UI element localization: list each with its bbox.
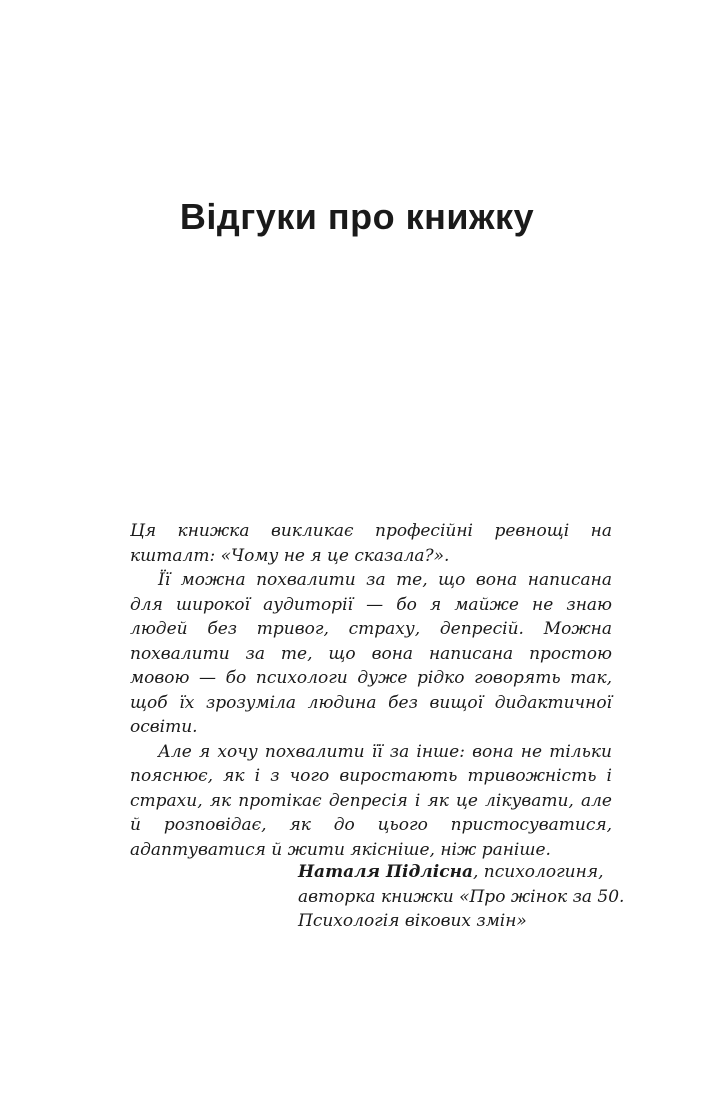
- review-paragraph-3: Але я хочу похвалити її за інше: вона не тільки пояснює, як і з чого виростають тривожність і страхи, як протікає депресія і як це лікувати, але й розповідає, як до цього пристосуватися, адаптуватися й жити якісніше, ніж раніше.: [130, 741, 612, 860]
- attribution-line-1: [298, 860, 628, 885]
- review-text: [130, 519, 612, 862]
- author-name: Наталя Підлісна: [298, 862, 473, 882]
- attribution-line-3: Психологія вікових змін»: [298, 911, 527, 931]
- attribution-line-2: авторка книжки «Про жінок за 50.: [298, 886, 625, 907]
- review-paragraph-1: Ця книжка викликає професійні ревнощі на кшталт: «Чому не я це сказала?».: [130, 521, 612, 566]
- review-paragraph-2: Її можна похвалити за те, що вона написана для широкої аудиторії — бо я майже не знаю людей без тривог, страху, депресій. Можна похвалити за те, що вона написана простою мовою — бо психологи дуже рідко говорять так, щоб їх зрозуміла людина без вищої дидактичної освіти.: [130, 570, 612, 737]
- review-attribution: [298, 860, 628, 934]
- author-role: , психологиня,: [472, 862, 604, 882]
- page-title: Відгуки про книжку: [179, 196, 535, 237]
